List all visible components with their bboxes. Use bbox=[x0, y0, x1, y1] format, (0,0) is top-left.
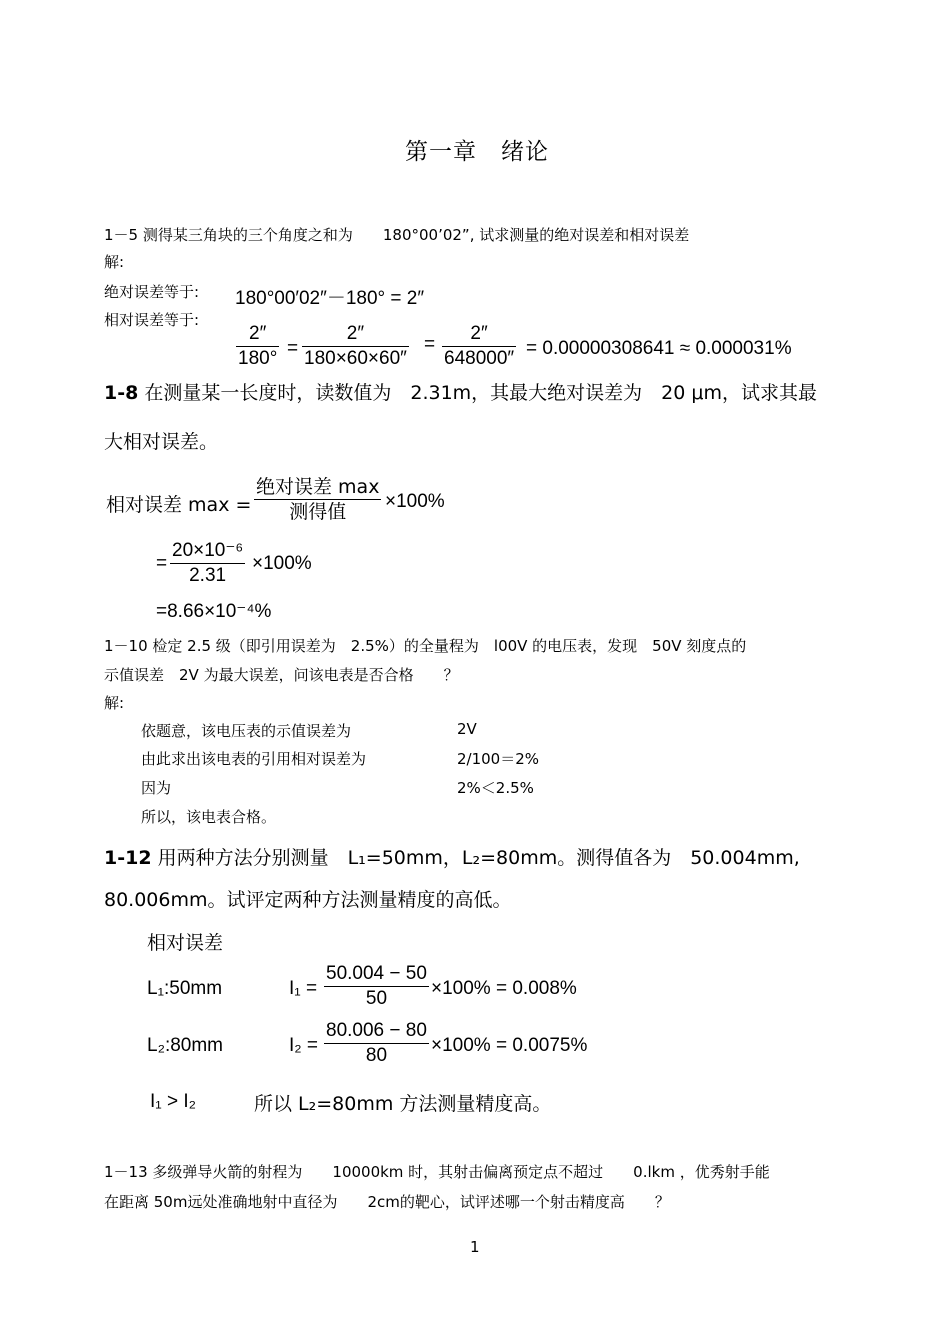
l2-label: L₂:80mm bbox=[147, 1035, 224, 1056]
step-label: 因为 bbox=[141, 779, 172, 797]
l2-result: ×100% = 0.0075% bbox=[431, 1035, 588, 1056]
problem-1-8-question bbox=[104, 378, 817, 405]
problem-number: 1-12 bbox=[104, 847, 152, 869]
rel-error-heading: 相对误差 bbox=[147, 932, 224, 954]
rel-error-max-fraction bbox=[254, 475, 381, 524]
times-100-percent: ×100% bbox=[252, 553, 312, 574]
fraction-2-denominator: 180×60×60″ bbox=[304, 348, 407, 369]
conclusion: 所以 L₂=80mm 方法测量精度高。 bbox=[254, 1093, 552, 1115]
l1-result: ×100% = 0.008% bbox=[431, 978, 577, 999]
abs-error-expression: 180°00′02″－180° = 2″ bbox=[235, 288, 425, 309]
problem-1-12-question-cont: 80.006mm。试评定两种方法测量精度的高低。 bbox=[104, 889, 512, 911]
step-label: 由此求出该电表的引用相对误差为 bbox=[141, 750, 367, 768]
fraction-2 bbox=[302, 322, 409, 371]
problem-1-5-question: 1－5 测得某三角块的三个角度之和为 180°00’02”, 试求测量的绝对误差和相对误差 bbox=[104, 226, 690, 244]
conclusion: 所以，该电表合格。 bbox=[141, 808, 277, 826]
fraction-1-numerator: 2″ bbox=[249, 323, 267, 344]
step-value: 2V bbox=[457, 720, 477, 738]
rel-error-max-lhs: 相对误差 max = bbox=[106, 494, 252, 516]
rel-error-label: 相对误差等于: bbox=[104, 311, 200, 329]
problem-1-10-question: 1－10 检定 2.5 级（即引用误差为 2.5%）的全量程为 l00V 的电压表，发现 50V 刻度点的 bbox=[104, 637, 747, 655]
comparison: I₁ > I₂ bbox=[150, 1091, 196, 1112]
step-label: 依题意，该电压表的示值误差为 bbox=[141, 722, 352, 740]
problem-1-12-text: 用两种方法分别测量 L₁=50mm，L₂=80mm。测得值各为 50.004mm, bbox=[151, 847, 800, 869]
fraction-numerator: 20×10⁻⁶ bbox=[172, 540, 244, 561]
fraction-1-denominator: 180° bbox=[238, 348, 278, 369]
problem-1-10-question-cont: 示值误差 2V 为最大误差，问该电表是否合格 ？ bbox=[104, 666, 459, 684]
fraction-3-numerator: 2″ bbox=[470, 323, 488, 344]
solution-label: 解: bbox=[104, 253, 125, 271]
fraction-denominator: 2.31 bbox=[189, 565, 227, 586]
problem-1-13-question-cont: 在距离 50m远处准确地射中直径为 2cm的靶心，试评述哪一个射击精度高 ？ bbox=[104, 1193, 670, 1211]
equals-sign: = bbox=[156, 553, 168, 574]
chapter-title: 第一章 绪论 bbox=[405, 139, 549, 165]
times-100-percent: ×100% bbox=[385, 491, 445, 512]
l2-fraction bbox=[324, 1019, 429, 1068]
problem-1-13-question: 1－13 多级弹导火箭的射程为 10000km 时，其射击偏离预定点不超过 0.lkm ，优秀射手能 bbox=[104, 1163, 770, 1181]
fraction-denominator: 80 bbox=[365, 1045, 388, 1066]
problem-1-8-question-cont: 大相对误差。 bbox=[104, 431, 219, 453]
step-value: 2%＜2.5% bbox=[457, 779, 534, 797]
fraction-denominator: 50 bbox=[365, 988, 388, 1009]
solution-label: 解: bbox=[104, 694, 125, 712]
l1-fraction bbox=[324, 962, 429, 1011]
fraction-3 bbox=[442, 322, 516, 371]
step-value: 2/100＝2% bbox=[457, 750, 540, 768]
l2-variable: I₂ = bbox=[289, 1035, 319, 1056]
value-fraction bbox=[170, 539, 245, 588]
abs-error-label: 绝对误差等于: bbox=[104, 283, 200, 301]
problem-1-12-question bbox=[104, 843, 800, 870]
problem-1-8-text: 在测量某一长度时，读数值为 2.31m，其最大绝对误差为 20 μm，试求其最 bbox=[138, 382, 817, 404]
rel-error-result: = 0.00000308641 ≈ 0.000031% bbox=[526, 338, 792, 359]
fraction-numerator: 50.004 − 50 bbox=[326, 963, 427, 984]
page-number: 1 bbox=[470, 1238, 480, 1256]
l1-variable: I₁ = bbox=[289, 978, 318, 999]
equals-sign: = bbox=[424, 334, 436, 355]
fraction-numerator: 绝对误差 max bbox=[256, 476, 380, 498]
rel-error-max-result: =8.66×10⁻⁴% bbox=[156, 601, 272, 622]
fraction-1 bbox=[236, 322, 279, 371]
problem-number: 1-8 bbox=[104, 382, 139, 404]
l1-label: L₁:50mm bbox=[147, 978, 223, 999]
equals-sign: = bbox=[287, 338, 299, 359]
fraction-denominator: 测得值 bbox=[289, 501, 347, 523]
fraction-2-numerator: 2″ bbox=[346, 323, 365, 344]
fraction-numerator: 80.006 − 80 bbox=[326, 1020, 427, 1041]
fraction-3-denominator: 648000″ bbox=[444, 348, 515, 369]
